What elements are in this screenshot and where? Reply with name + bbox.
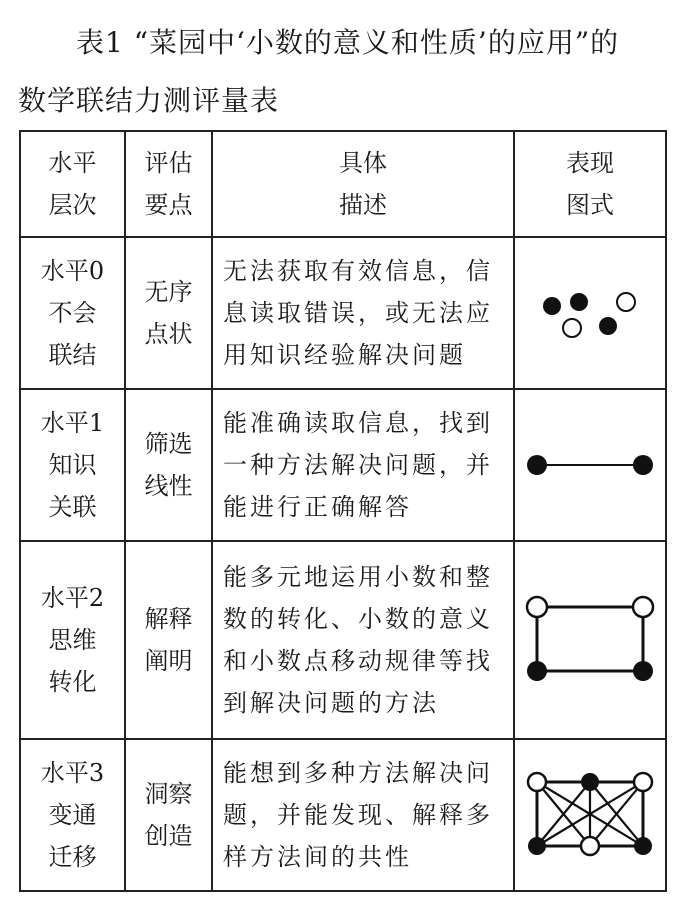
level-name-line1: 思维: [48, 626, 97, 654]
header-desc-line1: 具体: [339, 149, 387, 177]
caption-line-2: 数学联结力测评量表: [18, 84, 280, 117]
header-icon-line1: 表现: [566, 149, 614, 177]
point-line2: 线性: [144, 472, 193, 500]
header-desc: [212, 131, 514, 237]
point-line1: 洞察: [144, 780, 193, 808]
table-row: [20, 237, 666, 389]
header-level-line1: 水平: [48, 149, 97, 177]
header-level: [20, 131, 125, 237]
point-cell: [125, 739, 212, 891]
point-line1: 解释: [144, 605, 193, 633]
header-icon-line2: 图式: [566, 191, 614, 219]
header-row: [20, 131, 666, 237]
point-line2: 创造: [144, 822, 193, 850]
point-line1: 无序: [144, 278, 193, 306]
point-cell: [125, 237, 212, 389]
header-level-line2: 层次: [48, 191, 97, 219]
header-icon: [514, 131, 666, 237]
header-desc-line2: 描述: [339, 191, 387, 219]
level-name-line1: 知识: [48, 451, 97, 479]
point-cell: [125, 541, 212, 739]
icon-cell: [514, 541, 666, 739]
level-name-line2: 转化: [48, 668, 97, 696]
evaluation-table: [19, 130, 667, 892]
desc-cell: 无法获取有效信息，信息读取错误，或无法应用知识经验解决问题: [212, 237, 514, 389]
level-name-line2: 关联: [48, 493, 97, 521]
level-label: 水平0: [40, 257, 105, 285]
level-name-line1: 变通: [48, 801, 97, 829]
table-caption: [18, 14, 668, 130]
point-line2: 阐明: [144, 647, 193, 675]
caption-line-1: 表1 “菜园中‘小数的意义和性质’的应用”的: [76, 26, 620, 59]
desc-cell: 能准确读取信息，找到一种方法解决问题，并能进行正确解答: [212, 389, 514, 541]
level-label: 水平2: [40, 584, 105, 612]
header-point-line1: 评估: [144, 149, 193, 177]
level-label: 水平1: [40, 409, 105, 437]
table-row: [20, 739, 666, 891]
rectangle-network-icon: [525, 595, 655, 685]
point-line2: 点状: [144, 320, 193, 348]
header-point-line2: 要点: [144, 191, 193, 219]
table-row: [20, 389, 666, 541]
scattered-dots-icon: [535, 283, 645, 343]
icon-cell: [514, 237, 666, 389]
level-name-line2: 迁移: [48, 843, 97, 871]
desc-cell: 能想到多种方法解决问题，并能发现、解释多样方法间的共性: [212, 739, 514, 891]
point-line1: 筛选: [144, 430, 193, 458]
table-row: [20, 541, 666, 739]
header-point: [125, 131, 212, 237]
level-name-line2: 联结: [48, 341, 97, 369]
desc-cell: 能多元地运用小数和整数的转化、小数的意义和小数点移动规律等找到解决问题的方法: [212, 541, 514, 739]
level-cell: [20, 541, 125, 739]
complete-network-icon: [525, 770, 655, 860]
icon-cell: [514, 739, 666, 891]
point-cell: [125, 389, 212, 541]
linked-line-icon: [525, 450, 655, 480]
level-cell: [20, 237, 125, 389]
level-name-line1: 不会: [48, 299, 97, 327]
icon-cell: [514, 389, 666, 541]
level-cell: [20, 389, 125, 541]
level-label: 水平3: [40, 759, 105, 787]
level-cell: [20, 739, 125, 891]
